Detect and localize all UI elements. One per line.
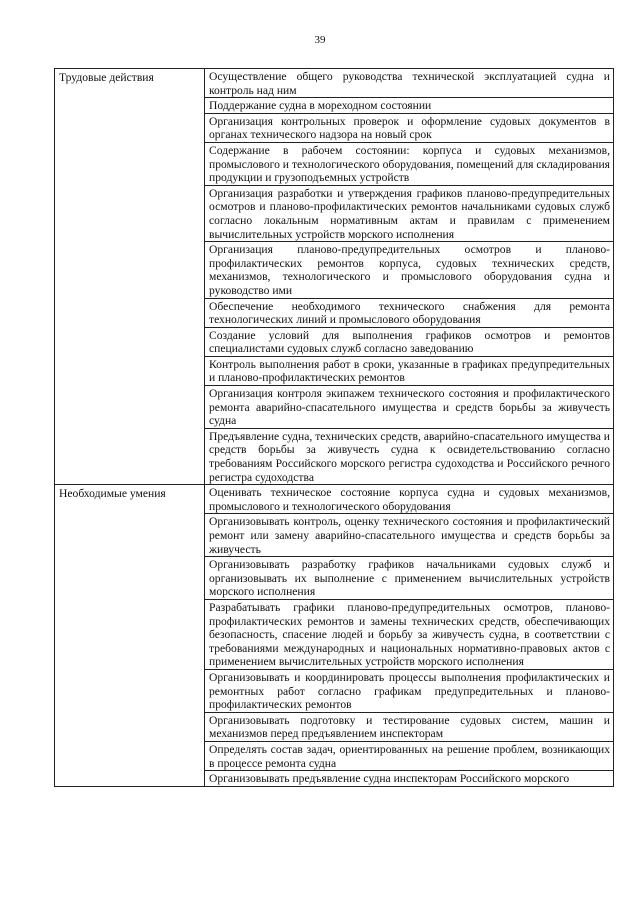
list-item: Организовывать и координировать процессы выполнения профилактических и ремонтных работ согласно графикам предупредительных и планово-профилактических ремонтов (205, 670, 613, 713)
list-item: Организация планово-предупредительных осмотров и планово-профилактических ремонтов корпуса, судовых технических средств, механизмов, технологического и промыслового оборудования судна и руководство ими (205, 242, 613, 298)
list-item: Организовывать предъявление судна инспекторам Российского морского (209, 772, 570, 786)
list-item: Организовывать подготовку и тестирование судовых систем, машин и механизмов перед предъявлением инспекторам (205, 713, 613, 742)
list-item: Предъявление судна, технических средств, аварийно-спасательного имущества и средств борьбы за живучесть судна к освидетельствованию согласно требованиям Российского морского регистра судоходства и Российского речного регистра судоходства (209, 429, 610, 484)
section-row-labor-actions (55, 69, 614, 485)
list-item: Контроль выполнения работ в сроки, указанные в графиках предупредительных и планово-профилактических ремонтов (205, 357, 613, 386)
list-item: Организация контрольных проверок и оформление судовых документов в органах технического надзора на новый срок (205, 114, 613, 143)
section-label: Необходимые умения (55, 485, 205, 786)
list-item: Поддержание судна в мореходном состоянии (205, 98, 613, 114)
list-item: Организовывать контроль, оценку технического состояния и профилактический ремонт или замену аварийно-спасательного имущества и средств борьбы за живучесть (205, 514, 613, 557)
list-item: Обеспечение необходимого технического снабжения для ремонта технологических линий и промыслового оборудования (205, 299, 613, 328)
list-item: Осуществление общего руководства технической эксплуатацией судна и контроль над ним (205, 69, 613, 98)
competency-table (54, 68, 614, 787)
list-item: Содержание в рабочем состоянии: корпуса и судовых механизмов, промыслового и технологического оборудования, помещений для складирования продукции и грузоподъемных устройств (205, 143, 613, 186)
section-row-required-skills (55, 485, 614, 786)
list-item: Разрабатывать графики планово-предупредительных осмотров, планово-профилактических ремонтов и замены технических средств, обеспечивающих безопасность, спасение людей и борьбу за живучесть судна, в соответствии с требованиями международных и национальных нормативно-правовых актов с применением вычислительных устройств морского исполнения (205, 600, 613, 670)
list-item: Оценивать техническое состояние корпуса судна и судовых механизмов, промыслового и технологического оборудования (205, 485, 613, 514)
section-items (205, 485, 614, 786)
list-item: Определять состав задач, ориентированных на решение проблем, возникающих в процессе ремонта судна (205, 742, 613, 771)
section-label: Трудовые действия (55, 69, 205, 485)
page-number: 39 (314, 34, 326, 46)
section-items (205, 69, 614, 485)
list-item: Создание условий для выполнения графиков осмотров и ремонтов специалистами судовых служб согласно заведованию (205, 328, 613, 357)
list-item: Организация разработки и утверждения графиков планово-предупредительных осмотров и планово-профилактических ремонтов начальниками судовых служб согласно локальным нормативным актам и правилам с применением вычислительных устройств морского исполнения (205, 186, 613, 242)
list-item: Организация контроля экипажем технического состояния и профилактического ремонта аварийно-спасательного имущества и средств борьбы за живучесть судна (205, 386, 613, 429)
list-item: Организовывать разработку графиков начальниками судовых служб и организовывать их выполнение с применением вычислительных устройств морского исполнения (205, 557, 613, 600)
